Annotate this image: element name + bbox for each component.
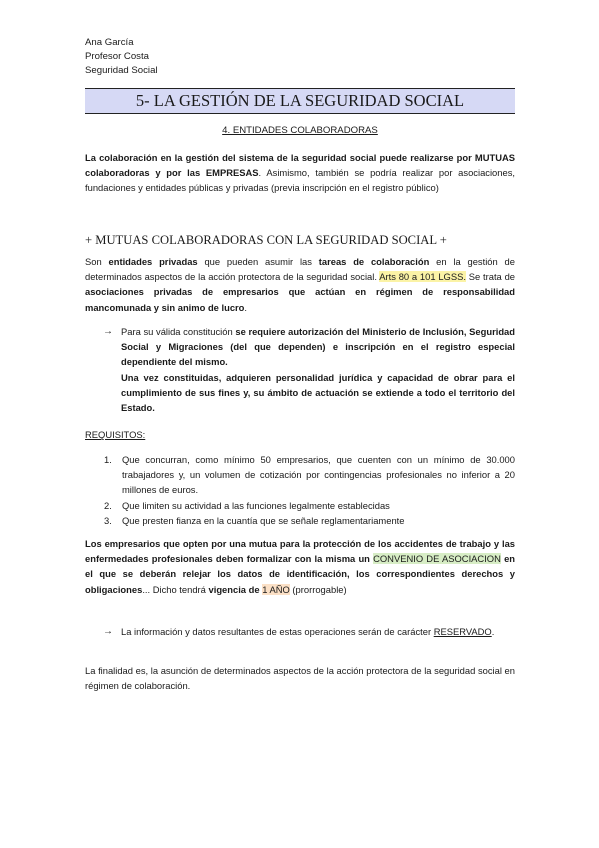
text-run: . bbox=[491, 626, 495, 637]
text-run: (prorrogable) bbox=[289, 583, 347, 595]
list-item bbox=[85, 452, 515, 498]
list-item-text: Que presten fianza en la cuantía que se señale reglamentariamente bbox=[122, 514, 405, 526]
text-run: Son bbox=[85, 256, 109, 267]
bold-asociaciones-privadas: asociaciones privadas de empresarios que actúan en régimen de responsabilidad mancomunada y sin animo de lucro bbox=[85, 286, 515, 313]
chapter-title: 5- LA GESTIÓN DE LA SEGURIDAD SOCIAL bbox=[85, 88, 515, 114]
final-paragraph: La finalidad es, la asunción de determinados aspectos de la acción protectora de la seguridad social en régimen de colaboración. bbox=[85, 665, 515, 692]
list-number: 2. bbox=[104, 499, 112, 511]
text-run: Para su válida constitución bbox=[121, 326, 236, 337]
intro-rest: . Asimismo, también se podría realizar por asociaciones, fundaciones y entidades públicas y privadas (previa inscripción en el registro público) bbox=[85, 167, 515, 194]
bold-derechos: en el que se deberán relejar los datos de identificación, los correspondientes derechos y obligaciones bbox=[85, 553, 516, 595]
mutuas-heading: + MUTUAS COLABORADORAS CON LA SEGURIDAD SOCIAL + bbox=[85, 233, 447, 247]
requisitos-label-row bbox=[85, 427, 515, 442]
subject-name: Seguridad Social bbox=[85, 65, 158, 76]
list-item bbox=[85, 513, 515, 528]
text-run: que pueden asumir las bbox=[197, 256, 319, 267]
arrow-right-icon: → bbox=[103, 326, 113, 337]
constitution-bullet bbox=[103, 324, 515, 415]
list-number: 3. bbox=[104, 514, 112, 526]
arrow-right-icon: → bbox=[103, 626, 113, 637]
bold-entidades-privadas: entidades privadas bbox=[108, 256, 198, 267]
reservado-bullet bbox=[103, 624, 515, 639]
highlight-convenio: CONVENIO DE ASOCIACION bbox=[373, 553, 501, 565]
bold-autorizacion: se requiere autorización del Ministerio de Inclusión, Seguridad Social y Migraciones (del que dependen) e inscripción en el registro especial dependiente del mismo. bbox=[121, 326, 515, 368]
text-run: en la gestión de determinados aspectos de la acción protectora de la seguridad social. bbox=[85, 256, 515, 283]
text-run: Se trata de bbox=[465, 271, 515, 283]
bold-tareas-colaboracion: tareas de colaboración bbox=[318, 256, 430, 267]
constitution-text bbox=[121, 324, 515, 415]
section-subtitle-text: 4. ENTIDADES COLABORADORAS bbox=[222, 125, 378, 136]
text-run: ... Dicho tendrá bbox=[142, 583, 209, 595]
student-name: Ana García bbox=[85, 37, 134, 48]
requisitos-label: REQUISITOS: bbox=[85, 429, 146, 440]
list-item-text: Que limiten su actividad a las funciones legalmente establecidas bbox=[122, 499, 390, 511]
mutuas-paragraph bbox=[85, 254, 515, 315]
text-run: La información y datos resultantes de estas operaciones serán de carácter bbox=[121, 626, 434, 637]
text-run: . bbox=[244, 301, 248, 313]
bold-vigencia: vigencia de bbox=[208, 583, 260, 595]
bold-empresarios: Los empresarios que opten por una mutua para la protección de los accidentes de trabajo y las enfermedades profesionales deben formalizar con la misma un bbox=[85, 538, 515, 565]
reservado-text bbox=[121, 624, 515, 639]
requisitos-list bbox=[85, 452, 515, 528]
empresarios-paragraph bbox=[85, 536, 515, 597]
bold-personalidad-juridica: Una vez constituidas, adquieren personalidad jurídica y capacidad de obrar para el cumplimiento de sus fines y, su ámbito de actuación se extiende a todo el territorio del Estado. bbox=[121, 371, 515, 414]
highlight-articles: Arts 80 a 101 LGSS. bbox=[379, 271, 466, 283]
teacher-name: Profesor Costa bbox=[85, 51, 149, 62]
list-item bbox=[85, 498, 515, 513]
list-number: 1. bbox=[104, 454, 112, 465]
intro-bold: La colaboración en la gestión del sistema de la seguridad social puede realizarse por MUTUAS colaboradoras y por las EMPRESAS bbox=[85, 152, 515, 179]
highlight-one-year: 1 AÑO bbox=[262, 583, 290, 595]
document-header bbox=[85, 36, 158, 78]
intro-paragraph bbox=[85, 150, 515, 196]
underline-reservado: RESERVADO bbox=[433, 626, 492, 637]
list-item-text: Que concurran, como mínimo 50 empresarios, que cuenten con un mínimo de 30.000 trabajadores y, un volumen de cotización por contingencias profesionales no inferior a 20 millones de euros. bbox=[122, 454, 515, 496]
section-subtitle bbox=[85, 124, 515, 138]
